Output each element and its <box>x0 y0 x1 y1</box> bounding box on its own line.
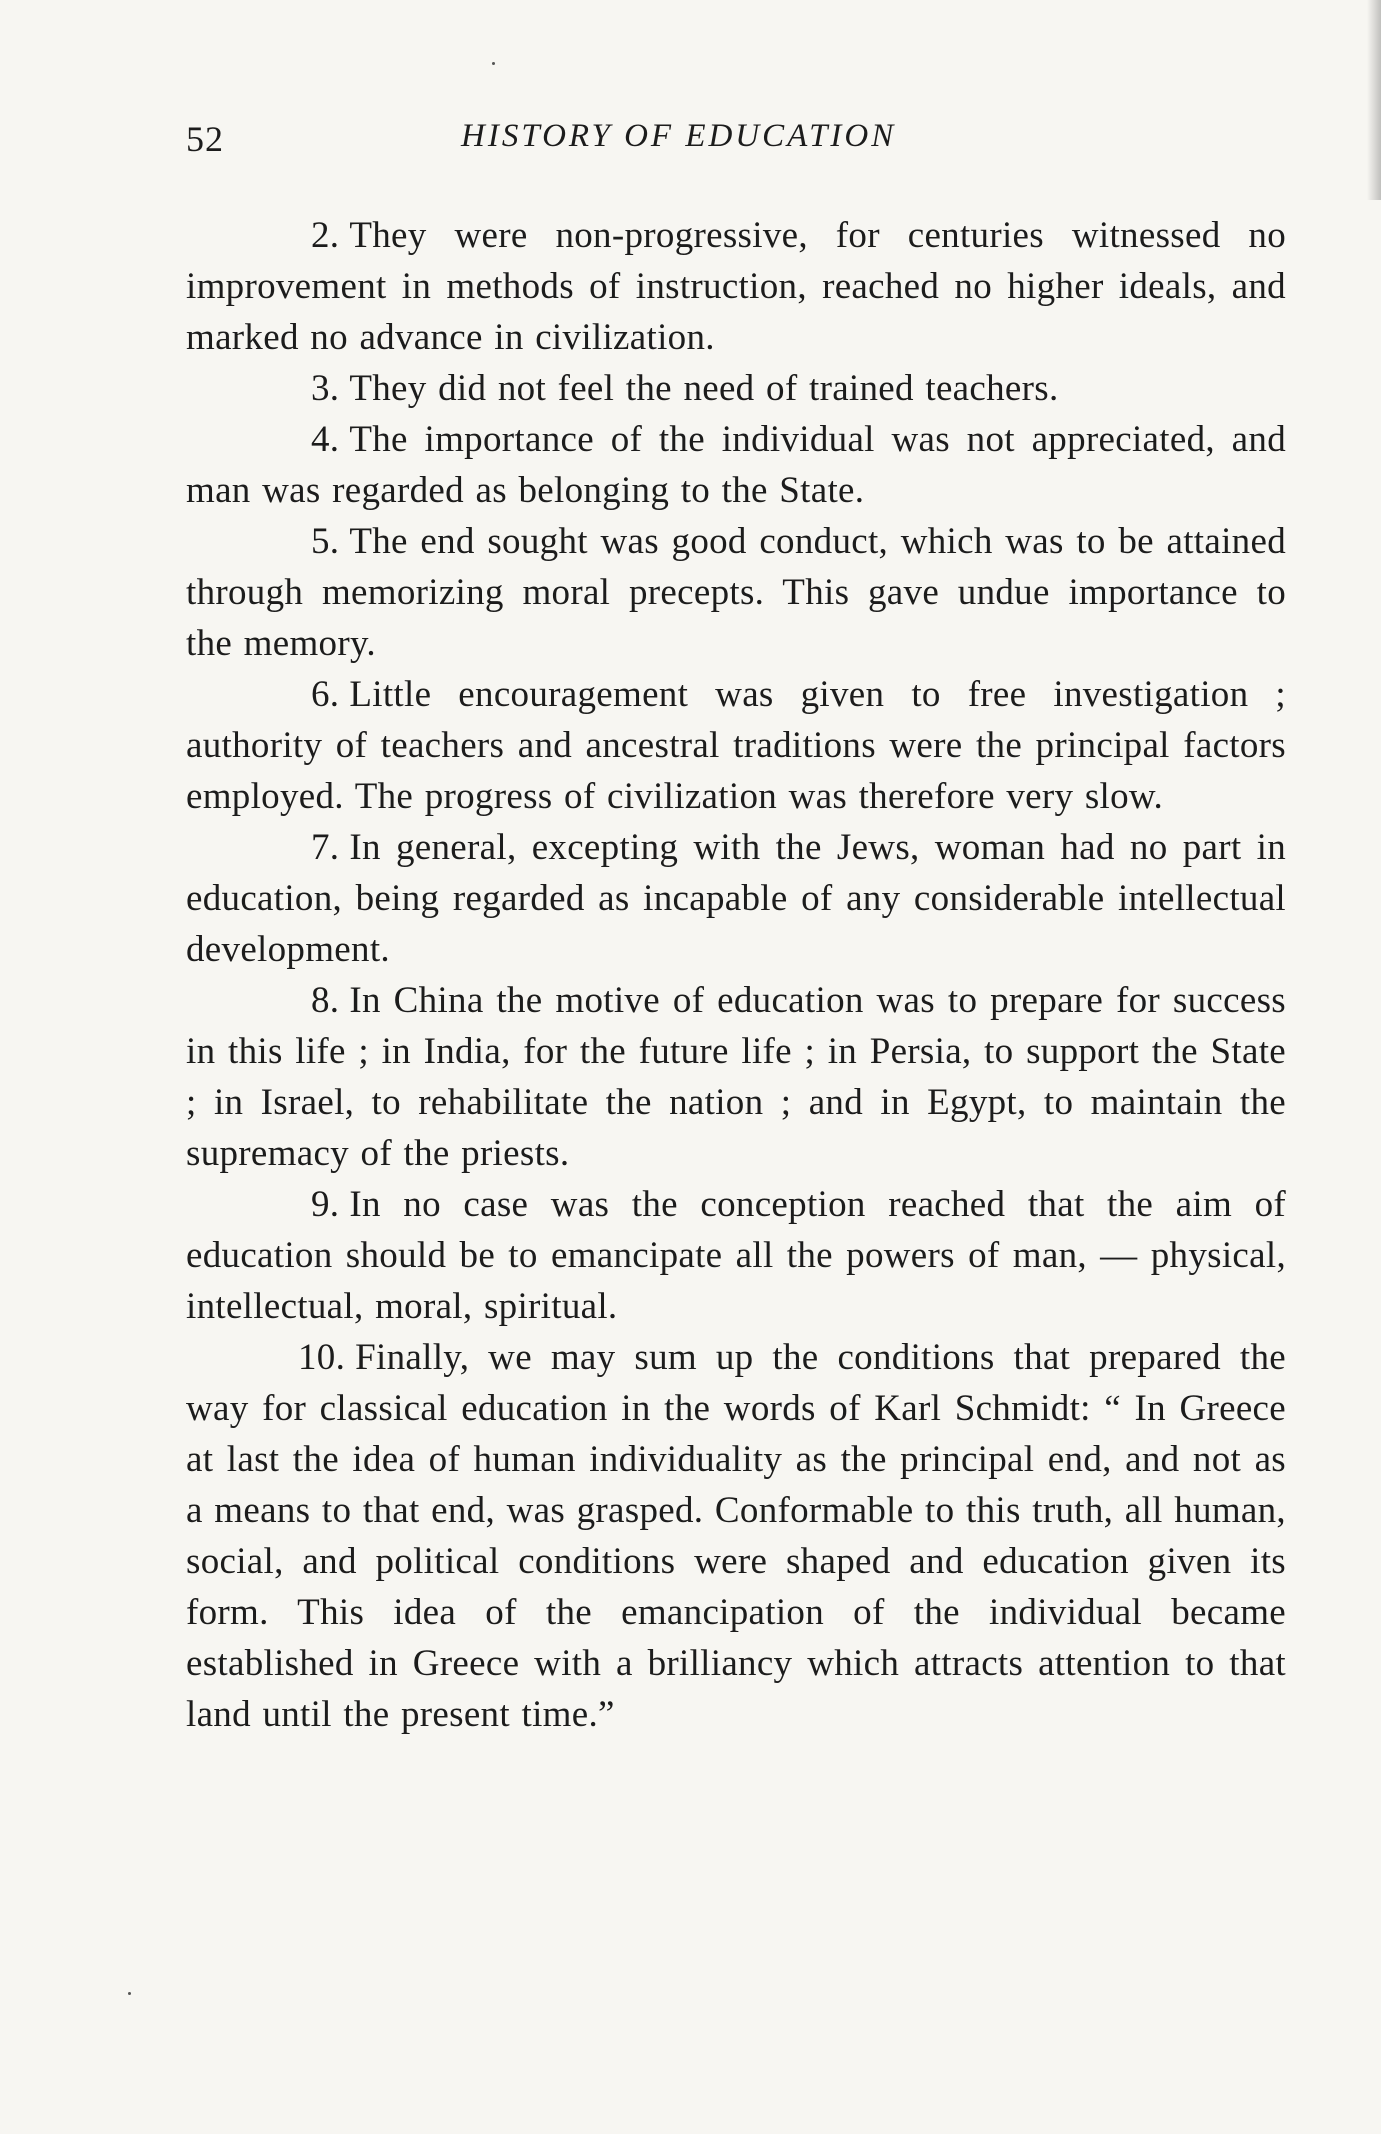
paragraph-3 <box>186 363 1286 414</box>
paragraph-text: They were non-progressive, for centuries witnessed no improvement in methods of instruction, reached no higher ideals, and marked no advance in civilization. <box>186 215 1286 358</box>
paragraph-8 <box>186 975 1286 1179</box>
paragraph-text: In no case was the conception reached that the aim of education should be to emancipate all the powers of man, — physical, intellectual, moral, spiritual. <box>186 1184 1286 1327</box>
paragraph-number: 10. <box>298 1337 346 1378</box>
page-number: 52 <box>186 119 224 159</box>
paragraph-text: In China the motive of education was to prepare for success in this life ; in India, for the future life ; in Persia, to support the State ; in Israel, to rehabilitate the nation ; and in Egypt, to maintain the supremacy of the priests. <box>186 980 1286 1174</box>
scan-speck <box>128 1992 131 1995</box>
running-title: HISTORY OF EDUCATION <box>461 118 897 154</box>
paragraph-number: 6. <box>311 674 340 715</box>
paragraph-6 <box>186 669 1286 822</box>
paragraph-number: 9. <box>311 1184 340 1225</box>
paragraph-text: The importance of the individual was not appreciated, and man was regarded as belonging to the State. <box>186 419 1286 511</box>
running-head <box>186 118 1276 168</box>
paragraph-number: 2. <box>311 215 340 256</box>
scan-edge-shadow <box>1367 0 1381 200</box>
scan-speck <box>492 62 495 65</box>
paragraph-number: 3. <box>311 368 340 409</box>
paragraph-10 <box>186 1332 1286 1740</box>
paragraph-2 <box>186 210 1286 363</box>
paragraph-number: 8. <box>311 980 340 1021</box>
paragraph-text: In general, excepting with the Jews, woman had no part in education, being regarded as incapable of any considerable intellectual development. <box>186 827 1286 970</box>
body-text <box>186 210 1286 1740</box>
paragraph-text: Finally, we may sum up the conditions that prepared the way for classical education in the words of Karl Schmidt: “ In Greece at last the idea of human individuality as the principal end, and not as a means to that end, was grasped. Conformable to this truth, all human, social, and political conditions were shaped and education given its form. This idea of the emancipation of the individual became established in Greece with a brilliancy which attracts attention to that land until the present time.” <box>186 1337 1286 1735</box>
paragraph-number: 4. <box>311 419 340 460</box>
paragraph-4 <box>186 414 1286 516</box>
paragraph-text: Little encouragement was given to free investigation ; authority of teachers and ancestral traditions were the principal factors employed. The progress of civilization was therefore very slow. <box>186 674 1286 817</box>
paragraph-5 <box>186 516 1286 669</box>
paragraph-text: The end sought was good conduct, which was to be attained through memorizing moral precepts. This gave undue importance to the memory. <box>186 521 1286 664</box>
paragraph-number: 7. <box>311 827 340 868</box>
paragraph-7 <box>186 822 1286 975</box>
paragraph-number: 5. <box>311 521 340 562</box>
paragraph-9 <box>186 1179 1286 1332</box>
paragraph-text: They did not feel the need of trained teachers. <box>349 368 1059 409</box>
